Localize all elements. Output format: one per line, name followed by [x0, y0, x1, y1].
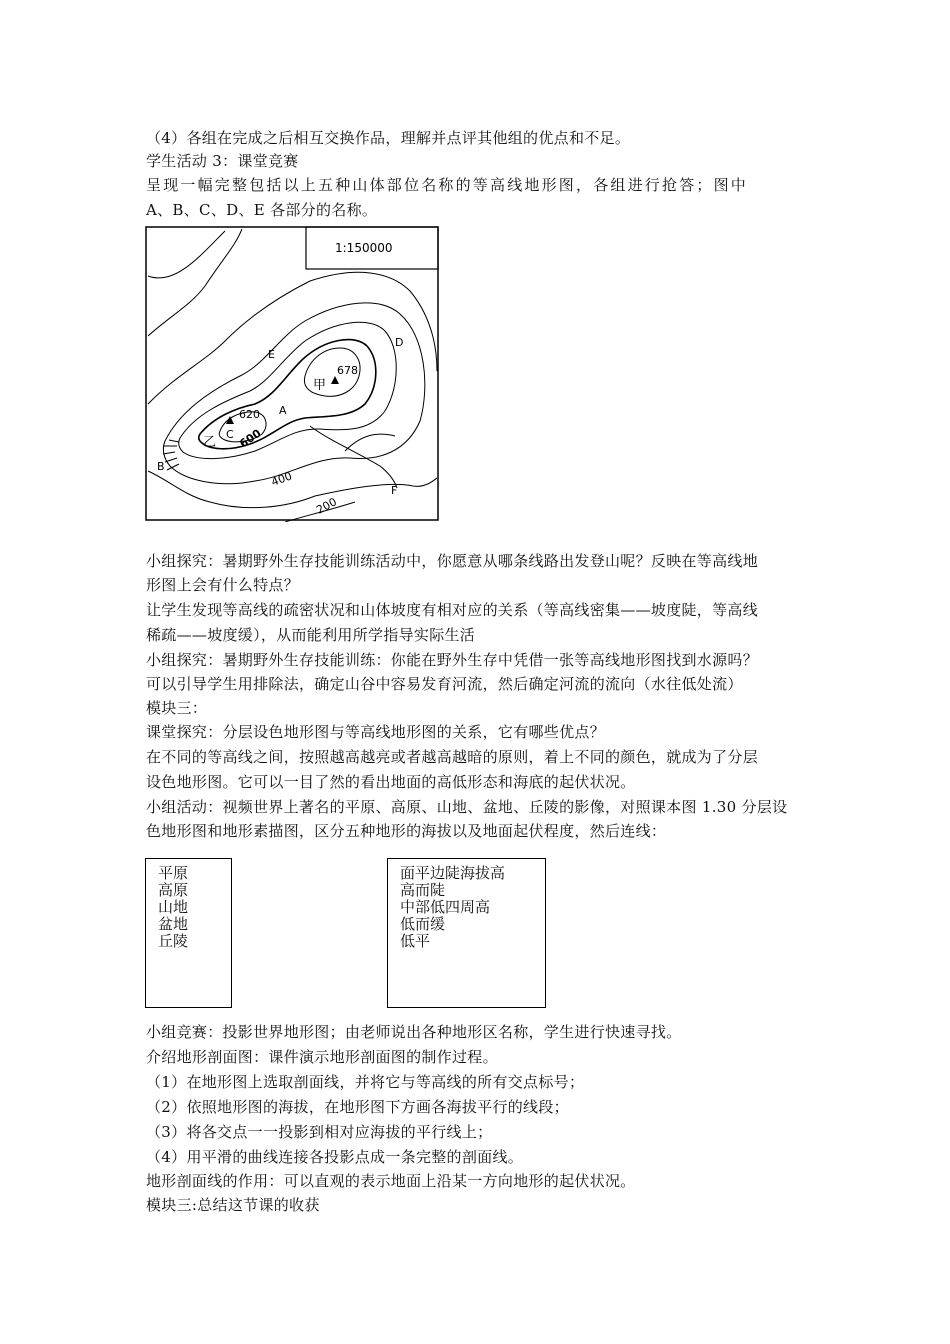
feature-item: 低平: [400, 932, 431, 950]
map-frame: [146, 227, 438, 520]
landform-item: 丘陵: [158, 932, 189, 950]
text-line: （2）依照地形图的海拔，在地形图下方画各海拔平行的线段；: [146, 1098, 569, 1116]
contour-map: [145, 226, 440, 522]
text-line: 呈现一幅完整包括以上五种山体部位名称的等高线地形图，各组进行抢答；图中: [146, 176, 749, 194]
peak-jia-name: 甲: [313, 378, 327, 393]
label-c: C: [226, 428, 234, 441]
landform-item: 平原: [158, 864, 189, 882]
peak-jia-elevation: 678: [337, 364, 358, 377]
scale-label: 1:150000: [335, 241, 393, 255]
landform-item: 山地: [158, 898, 189, 916]
text-line: 稀疏——坡度缓），从而能利用所学指导实际生活: [146, 626, 476, 644]
text-line: 小组探究：暑期野外生存技能训练：你能在野外生存中凭借一张等高线地形图找到水源吗？: [146, 651, 759, 669]
peak-yi-name: 乙: [203, 435, 217, 450]
text-line: 色地形图和地形素描图，区分五种地形的海拔以及地面起伏程度，然后连线：: [146, 822, 667, 840]
text-line: 模块三：: [146, 699, 208, 717]
text-line: 小组竞赛：投影世界地形图；由老师说出各种地形区名称，学生进行快速寻找。: [146, 1023, 682, 1041]
contour-600-label: 600: [237, 426, 264, 451]
text-line: 地形剖面线的作用：可以直观的表示地面上沿某一方向地形的起伏状况。: [146, 1172, 636, 1190]
text-line: 学生活动 3：课堂竞赛: [146, 152, 299, 170]
contour-200-label: 200: [314, 495, 339, 517]
landform-item: 盆地: [158, 915, 189, 933]
text-line: 设色地形图。它可以一目了然的看出地面的高低形态和海底的起伏状况。: [146, 773, 636, 791]
label-e: E: [268, 348, 275, 361]
text-line: 小组探究：暑期野外生存技能训练活动中，你愿意从哪条线路出发登山呢？反映在等高线地: [146, 552, 759, 570]
feature-list-box: [387, 858, 546, 1008]
text-line: 可以引导学生用排除法，确定山谷中容易发育河流，然后确定河流的流向（水往低处流）: [146, 675, 743, 693]
label-b: B: [157, 460, 165, 473]
label-a: A: [279, 404, 287, 417]
text-line: （3）将各交点一一投影到相对应海拔的平行线上；: [146, 1123, 493, 1141]
peak-yi-elevation: 620: [239, 408, 260, 421]
text-line: 让学生发现等高线的疏密状况和山体坡度有相对应的关系（等高线密集——坡度陡，等高线: [146, 601, 759, 619]
text-line: 形图上会有什么特点？: [146, 576, 300, 594]
landform-item: 高原: [158, 881, 189, 899]
text-line: （1）在地形图上选取剖面线，并将它与等高线的所有交点标号；: [146, 1073, 585, 1091]
feature-item: 低而缓: [400, 915, 446, 933]
feature-item: 高而陡: [400, 881, 446, 899]
feature-item: 面平边陡海拔高: [400, 864, 506, 882]
text-line: 介绍地形剖面图：课件演示地形剖面图的制作过程。: [146, 1048, 498, 1066]
label-d: D: [395, 336, 404, 349]
text-line: 在不同的等高线之间，按照越高越亮或者越高越暗的原则，着上不同的颜色，就成为了分层: [146, 748, 759, 766]
feature-item: 中部低四周高: [400, 898, 491, 916]
contour-400-label: 400: [269, 469, 294, 489]
text-line: 课堂探究：分层设色地形图与等高线地形图的关系，它有哪些优点？: [146, 723, 606, 741]
text-line: 小组活动：视频世界上著名的平原、高原、山地、盆地、丘陵的影像，对照课本图 1.30 分层设: [146, 798, 788, 816]
contour-map-figure: [145, 226, 440, 522]
label-f: F: [391, 484, 398, 497]
text-line: （4）用平滑的曲线连接各投影点成一条完整的剖面线。: [146, 1148, 524, 1166]
text-line: A、B、C、D、E 各部分的名称。: [146, 201, 378, 219]
landform-list-box: [145, 858, 232, 1008]
text-line: 模块三:总结这节课的收获: [146, 1196, 320, 1214]
text-line: （4）各组在完成之后相互交换作品，理解并点评其他组的优点和不足。: [146, 129, 631, 147]
